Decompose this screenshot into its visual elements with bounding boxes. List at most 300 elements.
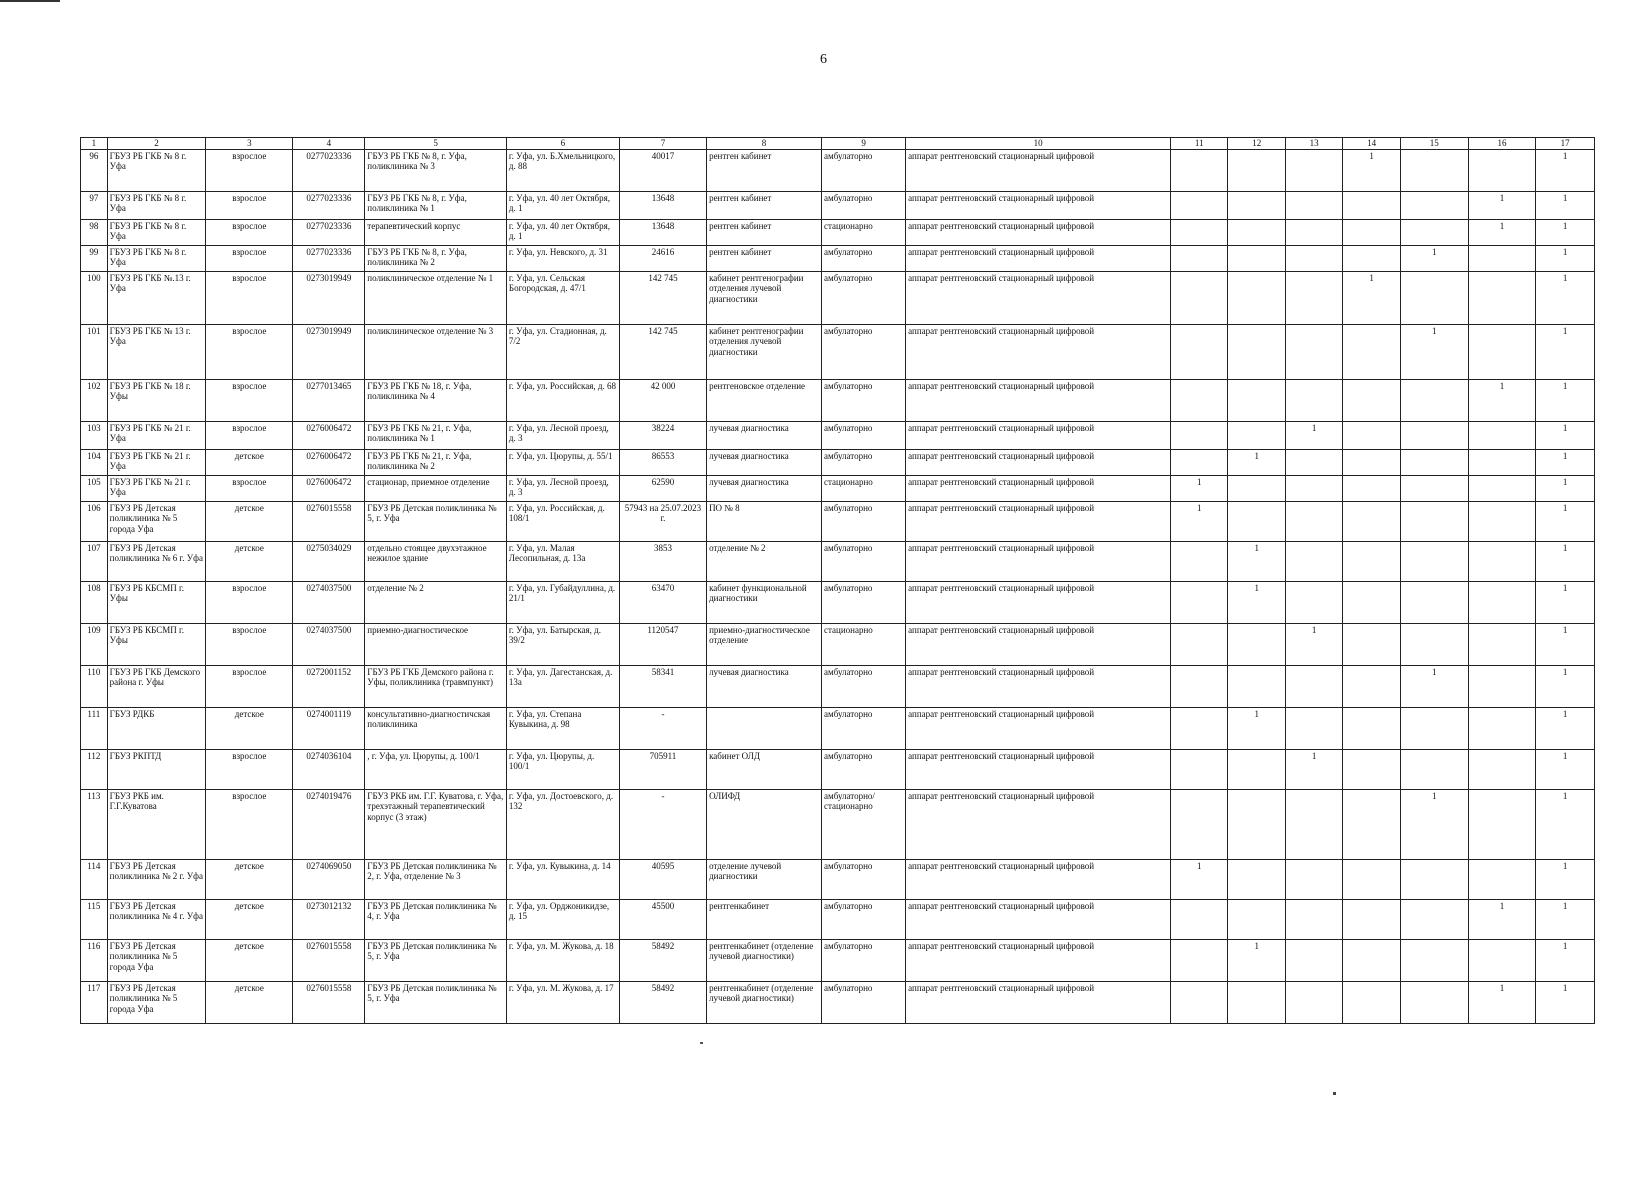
count-col-14 <box>1343 220 1400 246</box>
license-number: 57943 на 25.07.2023 г. <box>619 502 706 542</box>
equipment-name: аппарат рентгеновский стационарный цифровой <box>906 900 1171 940</box>
patient-type: детское <box>206 900 293 940</box>
subdivision: ГБУЗ РБ ГКБ № 18, г. Уфа, поликлиника № 4 <box>365 380 507 422</box>
count-col-11 <box>1170 666 1227 708</box>
subdivision: ГБУЗ РБ ГКБ № 8, г. Уфа, поликлиника № 1 <box>365 192 507 220</box>
care-mode: амбулаторно <box>822 450 906 476</box>
care-mode: амбулаторно <box>822 246 906 272</box>
count-col-13: 1 <box>1285 750 1342 790</box>
room-name: рентген кабинет <box>707 192 822 220</box>
row-number: 103 <box>81 422 108 450</box>
license-number: 58492 <box>619 940 706 982</box>
room-name: рентген кабинет <box>707 246 822 272</box>
count-col-11 <box>1170 750 1227 790</box>
count-col-15 <box>1400 450 1468 476</box>
count-col-12 <box>1228 272 1285 325</box>
count-col-13 <box>1285 220 1342 246</box>
inn-code: 0274019476 <box>293 790 365 860</box>
subdivision: ГБУЗ РБ ГКБ № 21, г. Уфа, поликлиника № 1 <box>365 422 507 450</box>
row-number: 107 <box>81 542 108 582</box>
patient-type: взрослое <box>206 624 293 666</box>
organization-name: ГБУЗ РБ ГКБ № 21 г. Уфа <box>107 476 206 502</box>
address: г. Уфа, ул. 40 лет Октября, д. 1 <box>506 192 619 220</box>
count-col-14 <box>1343 476 1400 502</box>
room-name: рентгенкабинет (отделение лучевой диагностики) <box>707 940 822 982</box>
address: г. Уфа, ул. Б.Хмельницкого, д. 88 <box>506 150 619 192</box>
count-col-12 <box>1228 422 1285 450</box>
count-col-14 <box>1343 542 1400 582</box>
care-mode: амбулаторно <box>822 750 906 790</box>
license-number: 40017 <box>619 150 706 192</box>
room-name: рентгеновское отделение <box>707 380 822 422</box>
count-col-11 <box>1170 624 1227 666</box>
row-number: 108 <box>81 582 108 624</box>
count-col-16: 1 <box>1468 900 1536 940</box>
room-name: рентген кабинет <box>707 150 822 192</box>
patient-type: взрослое <box>206 666 293 708</box>
organization-name: ГБУЗ РБ ГКБ № 8 г. Уфа <box>107 150 206 192</box>
count-col-16 <box>1468 150 1536 192</box>
equipment-name: аппарат рентгеновский стационарный цифровой <box>906 982 1171 1024</box>
subdivision: стационар, приемное отделение <box>365 476 507 502</box>
organization-name: ГБУЗ РБ Детская поликлиника № 5 города Уфа <box>107 982 206 1024</box>
row-number: 113 <box>81 790 108 860</box>
address: г. Уфа, ул. Орджоникидзе, д. 15 <box>506 900 619 940</box>
row-number: 102 <box>81 380 108 422</box>
patient-type: взрослое <box>206 790 293 860</box>
count-col-11: 1 <box>1170 502 1227 542</box>
subdivision: отдельно стоящее двухэтажное нежилое здание <box>365 542 507 582</box>
equipment-register-table <box>80 137 1595 1024</box>
equipment-name: аппарат рентгеновский стационарный цифровой <box>906 220 1171 246</box>
count-col-15 <box>1400 272 1468 325</box>
license-number: 13648 <box>619 220 706 246</box>
patient-type: детское <box>206 940 293 982</box>
organization-name: ГБУЗ РБ Детская поликлиника № 2 г. Уфа <box>107 860 206 900</box>
patient-type: взрослое <box>206 476 293 502</box>
subdivision: отделение № 2 <box>365 582 507 624</box>
table-row <box>81 272 1595 325</box>
count-col-11 <box>1170 325 1227 380</box>
license-number: - <box>619 708 706 750</box>
inn-code: 0277023336 <box>293 246 365 272</box>
subdivision: ГБУЗ РБ ГКБ № 8, г. Уфа, поликлиника № 2 <box>365 246 507 272</box>
care-mode: амбулаторно <box>822 422 906 450</box>
organization-name: ГБУЗ РДКБ <box>107 708 206 750</box>
address: г. Уфа, ул. Кувыкина, д. 14 <box>506 860 619 900</box>
count-col-16 <box>1468 750 1536 790</box>
count-col-13 <box>1285 450 1342 476</box>
patient-type: детское <box>206 450 293 476</box>
table-row <box>81 325 1595 380</box>
column-number-header: 12 <box>1228 138 1285 150</box>
room-name: лучевая диагностика <box>707 422 822 450</box>
count-col-16: 1 <box>1468 380 1536 422</box>
count-col-17: 1 <box>1536 502 1595 542</box>
count-col-14 <box>1343 666 1400 708</box>
count-col-17: 1 <box>1536 422 1595 450</box>
address: г. Уфа, ул. Невского, д. 31 <box>506 246 619 272</box>
license-number: 58492 <box>619 982 706 1024</box>
count-col-12 <box>1228 900 1285 940</box>
subdivision: ГБУЗ РБ ГКБ № 21, г. Уфа, поликлиника № 2 <box>365 450 507 476</box>
room-name: рентгенкабинет <box>707 900 822 940</box>
patient-type: взрослое <box>206 220 293 246</box>
care-mode: амбулаторно <box>822 582 906 624</box>
care-mode: амбулаторно <box>822 940 906 982</box>
count-col-14 <box>1343 450 1400 476</box>
patient-type: детское <box>206 860 293 900</box>
row-number: 96 <box>81 150 108 192</box>
room-name: ПО № 8 <box>707 502 822 542</box>
row-number: 97 <box>81 192 108 220</box>
column-number-header: 8 <box>707 138 822 150</box>
room-name: рентгенкабинет (отделение лучевой диагностики) <box>707 982 822 1024</box>
count-col-14 <box>1343 624 1400 666</box>
equipment-name: аппарат рентгеновский стационарный цифровой <box>906 790 1171 860</box>
table-row <box>81 450 1595 476</box>
count-col-12: 1 <box>1228 582 1285 624</box>
room-name: отделение № 2 <box>707 542 822 582</box>
count-col-15 <box>1400 220 1468 246</box>
care-mode: стационарно <box>822 220 906 246</box>
room-name <box>707 708 822 750</box>
row-number: 112 <box>81 750 108 790</box>
patient-type: взрослое <box>206 750 293 790</box>
row-number: 104 <box>81 450 108 476</box>
room-name: лучевая диагностика <box>707 476 822 502</box>
count-col-13 <box>1285 192 1342 220</box>
count-col-16 <box>1468 476 1536 502</box>
room-name: приемно-диагностическое отделение <box>707 624 822 666</box>
count-col-15 <box>1400 192 1468 220</box>
equipment-name: аппарат рентгеновский стационарный цифровой <box>906 380 1171 422</box>
table-row <box>81 940 1595 982</box>
row-number: 98 <box>81 220 108 246</box>
patient-type: взрослое <box>206 582 293 624</box>
row-number: 114 <box>81 860 108 900</box>
table-row <box>81 708 1595 750</box>
license-number: 62590 <box>619 476 706 502</box>
equipment-name: аппарат рентгеновский стационарный цифровой <box>906 192 1171 220</box>
inn-code: 0274037500 <box>293 582 365 624</box>
organization-name: ГБУЗ РБ ГКБ № 8 г. Уфа <box>107 192 206 220</box>
organization-name: ГБУЗ РБ ГКБ № 21 г. Уфа <box>107 422 206 450</box>
table-row <box>81 666 1595 708</box>
organization-name: ГБУЗ РБ ГКБ № 13 г. Уфа <box>107 325 206 380</box>
patient-type: взрослое <box>206 272 293 325</box>
count-col-13 <box>1285 708 1342 750</box>
care-mode: амбулаторно <box>822 900 906 940</box>
subdivision: консультативно-диагностичская поликлиника <box>365 708 507 750</box>
table-row <box>81 542 1595 582</box>
patient-type: детское <box>206 982 293 1024</box>
care-mode: амбулаторно <box>822 982 906 1024</box>
column-number-header: 7 <box>619 138 706 150</box>
count-col-17: 1 <box>1536 450 1595 476</box>
table-row <box>81 582 1595 624</box>
room-name: кабинет функциональной диагностики <box>707 582 822 624</box>
count-col-11 <box>1170 380 1227 422</box>
column-number-header: 15 <box>1400 138 1468 150</box>
count-col-12 <box>1228 790 1285 860</box>
count-col-12: 1 <box>1228 542 1285 582</box>
count-col-17: 1 <box>1536 380 1595 422</box>
table-row <box>81 150 1595 192</box>
count-col-11 <box>1170 450 1227 476</box>
license-number: 38224 <box>619 422 706 450</box>
count-col-17: 1 <box>1536 192 1595 220</box>
column-number-header: 17 <box>1536 138 1595 150</box>
count-col-15 <box>1400 900 1468 940</box>
count-col-12 <box>1228 624 1285 666</box>
column-number-row <box>81 138 1595 150</box>
subdivision: ГБУЗ РБ Детская поликлиника № 2, г. Уфа, отделение № 3 <box>365 860 507 900</box>
count-col-13 <box>1285 380 1342 422</box>
inn-code: 0276015558 <box>293 940 365 982</box>
count-col-15: 1 <box>1400 790 1468 860</box>
license-number: 40595 <box>619 860 706 900</box>
count-col-13 <box>1285 272 1342 325</box>
count-col-11: 1 <box>1170 476 1227 502</box>
equipment-name: аппарат рентгеновский стационарный цифровой <box>906 750 1171 790</box>
row-number: 101 <box>81 325 108 380</box>
license-number: 3853 <box>619 542 706 582</box>
equipment-name: аппарат рентгеновский стационарный цифровой <box>906 246 1171 272</box>
table-row <box>81 380 1595 422</box>
address: г. Уфа, ул. Российская, д. 68 <box>506 380 619 422</box>
care-mode: амбулаторно <box>822 666 906 708</box>
table-body <box>81 150 1595 1024</box>
care-mode: амбулаторно <box>822 860 906 900</box>
scan-edge-line <box>0 0 60 2</box>
count-col-15: 1 <box>1400 325 1468 380</box>
column-number-header: 11 <box>1170 138 1227 150</box>
count-col-13 <box>1285 150 1342 192</box>
count-col-17: 1 <box>1536 220 1595 246</box>
page-number: 6 <box>820 52 827 67</box>
count-col-13 <box>1285 246 1342 272</box>
patient-type: детское <box>206 542 293 582</box>
address: г. Уфа, ул. Сельская Богородская, д. 47/1 <box>506 272 619 325</box>
organization-name: ГБУЗ РБ ГКБ №.13 г. Уфа <box>107 272 206 325</box>
address: г. Уфа, ул. Губайдуллина, д. 21/1 <box>506 582 619 624</box>
patient-type: взрослое <box>206 325 293 380</box>
count-col-16 <box>1468 246 1536 272</box>
inn-code: 0276006472 <box>293 450 365 476</box>
count-col-16 <box>1468 325 1536 380</box>
organization-name: ГБУЗ РБ ГКБ № 18 г. Уфы <box>107 380 206 422</box>
count-col-15 <box>1400 860 1468 900</box>
equipment-name: аппарат рентгеновский стационарный цифровой <box>906 940 1171 982</box>
organization-name: ГБУЗ РКПТД <box>107 750 206 790</box>
license-number: 58341 <box>619 666 706 708</box>
count-col-14: 1 <box>1343 150 1400 192</box>
count-col-16 <box>1468 422 1536 450</box>
count-col-14 <box>1343 860 1400 900</box>
subdivision: поликлиническое отделение № 1 <box>365 272 507 325</box>
count-col-12 <box>1228 325 1285 380</box>
row-number: 105 <box>81 476 108 502</box>
count-col-12 <box>1228 502 1285 542</box>
count-col-11 <box>1170 542 1227 582</box>
equipment-name: аппарат рентгеновский стационарный цифровой <box>906 422 1171 450</box>
organization-name: ГБУЗ РБ Детская поликлиника № 4 г. Уфа <box>107 900 206 940</box>
table-row <box>81 982 1595 1024</box>
equipment-name: аппарат рентгеновский стационарный цифровой <box>906 450 1171 476</box>
count-col-16 <box>1468 666 1536 708</box>
inn-code: 0276015558 <box>293 982 365 1024</box>
license-number: 705911 <box>619 750 706 790</box>
row-number: 115 <box>81 900 108 940</box>
count-col-14 <box>1343 246 1400 272</box>
count-col-17: 1 <box>1536 708 1595 750</box>
care-mode: амбулаторно/ стационарно <box>822 790 906 860</box>
count-col-16 <box>1468 502 1536 542</box>
organization-name: ГБУЗ РБ КБСМП г. Уфы <box>107 624 206 666</box>
inn-code: 0276006472 <box>293 422 365 450</box>
subdivision: ГБУЗ РБ Детская поликлиника № 5, г. Уфа <box>365 502 507 542</box>
address: г. Уфа, ул. Цюрупы, д. 100/1 <box>506 750 619 790</box>
subdivision: ГБУЗ РБ ГКБ № 8, г. Уфа, поликлиника № 3 <box>365 150 507 192</box>
count-col-17: 1 <box>1536 982 1595 1024</box>
row-number: 111 <box>81 708 108 750</box>
count-col-13 <box>1285 982 1342 1024</box>
count-col-17: 1 <box>1536 750 1595 790</box>
table-row <box>81 790 1595 860</box>
count-col-13 <box>1285 790 1342 860</box>
license-number: 24616 <box>619 246 706 272</box>
row-number: 106 <box>81 502 108 542</box>
count-col-15 <box>1400 750 1468 790</box>
inn-code: 0276015558 <box>293 502 365 542</box>
patient-type: взрослое <box>206 150 293 192</box>
subdivision: ГБУЗ РБ Детская поликлиника № 4, г. Уфа <box>365 900 507 940</box>
table-row <box>81 502 1595 542</box>
room-name: кабинет ОЛД <box>707 750 822 790</box>
organization-name: ГБУЗ РБ КБСМП г. Уфы <box>107 582 206 624</box>
address: г. Уфа, ул. Степана Кувыкина, д. 98 <box>506 708 619 750</box>
count-col-15 <box>1400 542 1468 582</box>
count-col-15 <box>1400 708 1468 750</box>
count-col-11: 1 <box>1170 860 1227 900</box>
row-number: 100 <box>81 272 108 325</box>
address: г. Уфа, ул. Дагестанская, д. 13а <box>506 666 619 708</box>
count-col-14 <box>1343 502 1400 542</box>
scan-speck <box>1333 1092 1336 1095</box>
count-col-14 <box>1343 940 1400 982</box>
count-col-14 <box>1343 900 1400 940</box>
care-mode: амбулаторно <box>822 708 906 750</box>
subdivision: терапевтический корпус <box>365 220 507 246</box>
count-col-12 <box>1228 982 1285 1024</box>
address: г. Уфа, ул. М. Жукова, д. 17 <box>506 982 619 1024</box>
organization-name: ГБУЗ РБ Детская поликлиника № 5 города Уфа <box>107 940 206 982</box>
equipment-name: аппарат рентгеновский стационарный цифровой <box>906 860 1171 900</box>
organization-name: ГБУЗ РБ ГКБ № 8 г. Уфа <box>107 220 206 246</box>
license-number: 45500 <box>619 900 706 940</box>
inn-code: 0275034029 <box>293 542 365 582</box>
address: г. Уфа, ул. Цюрупы, д. 55/1 <box>506 450 619 476</box>
column-number-header: 1 <box>81 138 108 150</box>
subdivision: ГБУЗ РКБ им. Г.Г. Куватова, г. Уфа, трехэтажный терапевтический корпус (3 этаж) <box>365 790 507 860</box>
count-col-13 <box>1285 860 1342 900</box>
count-col-14 <box>1343 422 1400 450</box>
subdivision: , г. Уфа, ул. Цюрупы, д. 100/1 <box>365 750 507 790</box>
inn-code: 0274036104 <box>293 750 365 790</box>
equipment-name: аппарат рентгеновский стационарный цифровой <box>906 582 1171 624</box>
care-mode: стационарно <box>822 624 906 666</box>
count-col-15 <box>1400 582 1468 624</box>
address: г. Уфа, ул. Лесной проезд, д. 3 <box>506 476 619 502</box>
care-mode: амбулаторно <box>822 192 906 220</box>
patient-type: взрослое <box>206 380 293 422</box>
count-col-16 <box>1468 272 1536 325</box>
count-col-12: 1 <box>1228 708 1285 750</box>
count-col-13: 1 <box>1285 422 1342 450</box>
count-col-17: 1 <box>1536 476 1595 502</box>
patient-type: детское <box>206 708 293 750</box>
count-col-17: 1 <box>1536 542 1595 582</box>
count-col-14 <box>1343 582 1400 624</box>
subdivision: ГБУЗ РБ Детская поликлиника № 5, г. Уфа <box>365 940 507 982</box>
count-col-12 <box>1228 192 1285 220</box>
count-col-17: 1 <box>1536 246 1595 272</box>
equipment-name: аппарат рентгеновский стационарный цифровой <box>906 476 1171 502</box>
count-col-16 <box>1468 542 1536 582</box>
row-number: 99 <box>81 246 108 272</box>
count-col-16 <box>1468 708 1536 750</box>
patient-type: взрослое <box>206 246 293 272</box>
table-row <box>81 246 1595 272</box>
count-col-12 <box>1228 150 1285 192</box>
count-col-15 <box>1400 150 1468 192</box>
count-col-13 <box>1285 666 1342 708</box>
subdivision: поликлиническое отделение № 3 <box>365 325 507 380</box>
address: г. Уфа, ул. Малая Лесопильная, д. 13а <box>506 542 619 582</box>
table-row <box>81 192 1595 220</box>
count-col-12 <box>1228 220 1285 246</box>
care-mode: амбулаторно <box>822 272 906 325</box>
count-col-11 <box>1170 422 1227 450</box>
count-col-11 <box>1170 220 1227 246</box>
care-mode: амбулаторно <box>822 325 906 380</box>
table-row <box>81 860 1595 900</box>
room-name: кабинет рентгенографии отделения лучевой диагностики <box>707 325 822 380</box>
count-col-17: 1 <box>1536 325 1595 380</box>
count-col-11 <box>1170 192 1227 220</box>
equipment-name: аппарат рентгеновский стационарный цифровой <box>906 502 1171 542</box>
address: г. Уфа, ул. Российская, д. 108/1 <box>506 502 619 542</box>
inn-code: 0272001152 <box>293 666 365 708</box>
count-col-12 <box>1228 860 1285 900</box>
inn-code: 0274069050 <box>293 860 365 900</box>
count-col-13 <box>1285 476 1342 502</box>
room-name: рентген кабинет <box>707 220 822 246</box>
room-name: ОЛИФД <box>707 790 822 860</box>
count-col-13 <box>1285 325 1342 380</box>
count-col-17: 1 <box>1536 790 1595 860</box>
count-col-17: 1 <box>1536 150 1595 192</box>
inn-code: 0277023336 <box>293 220 365 246</box>
equipment-name: аппарат рентгеновский стационарный цифровой <box>906 666 1171 708</box>
count-col-17: 1 <box>1536 940 1595 982</box>
count-col-12: 1 <box>1228 450 1285 476</box>
care-mode: амбулаторно <box>822 542 906 582</box>
inn-code: 0273012132 <box>293 900 365 940</box>
count-col-15 <box>1400 982 1468 1024</box>
count-col-17: 1 <box>1536 900 1595 940</box>
